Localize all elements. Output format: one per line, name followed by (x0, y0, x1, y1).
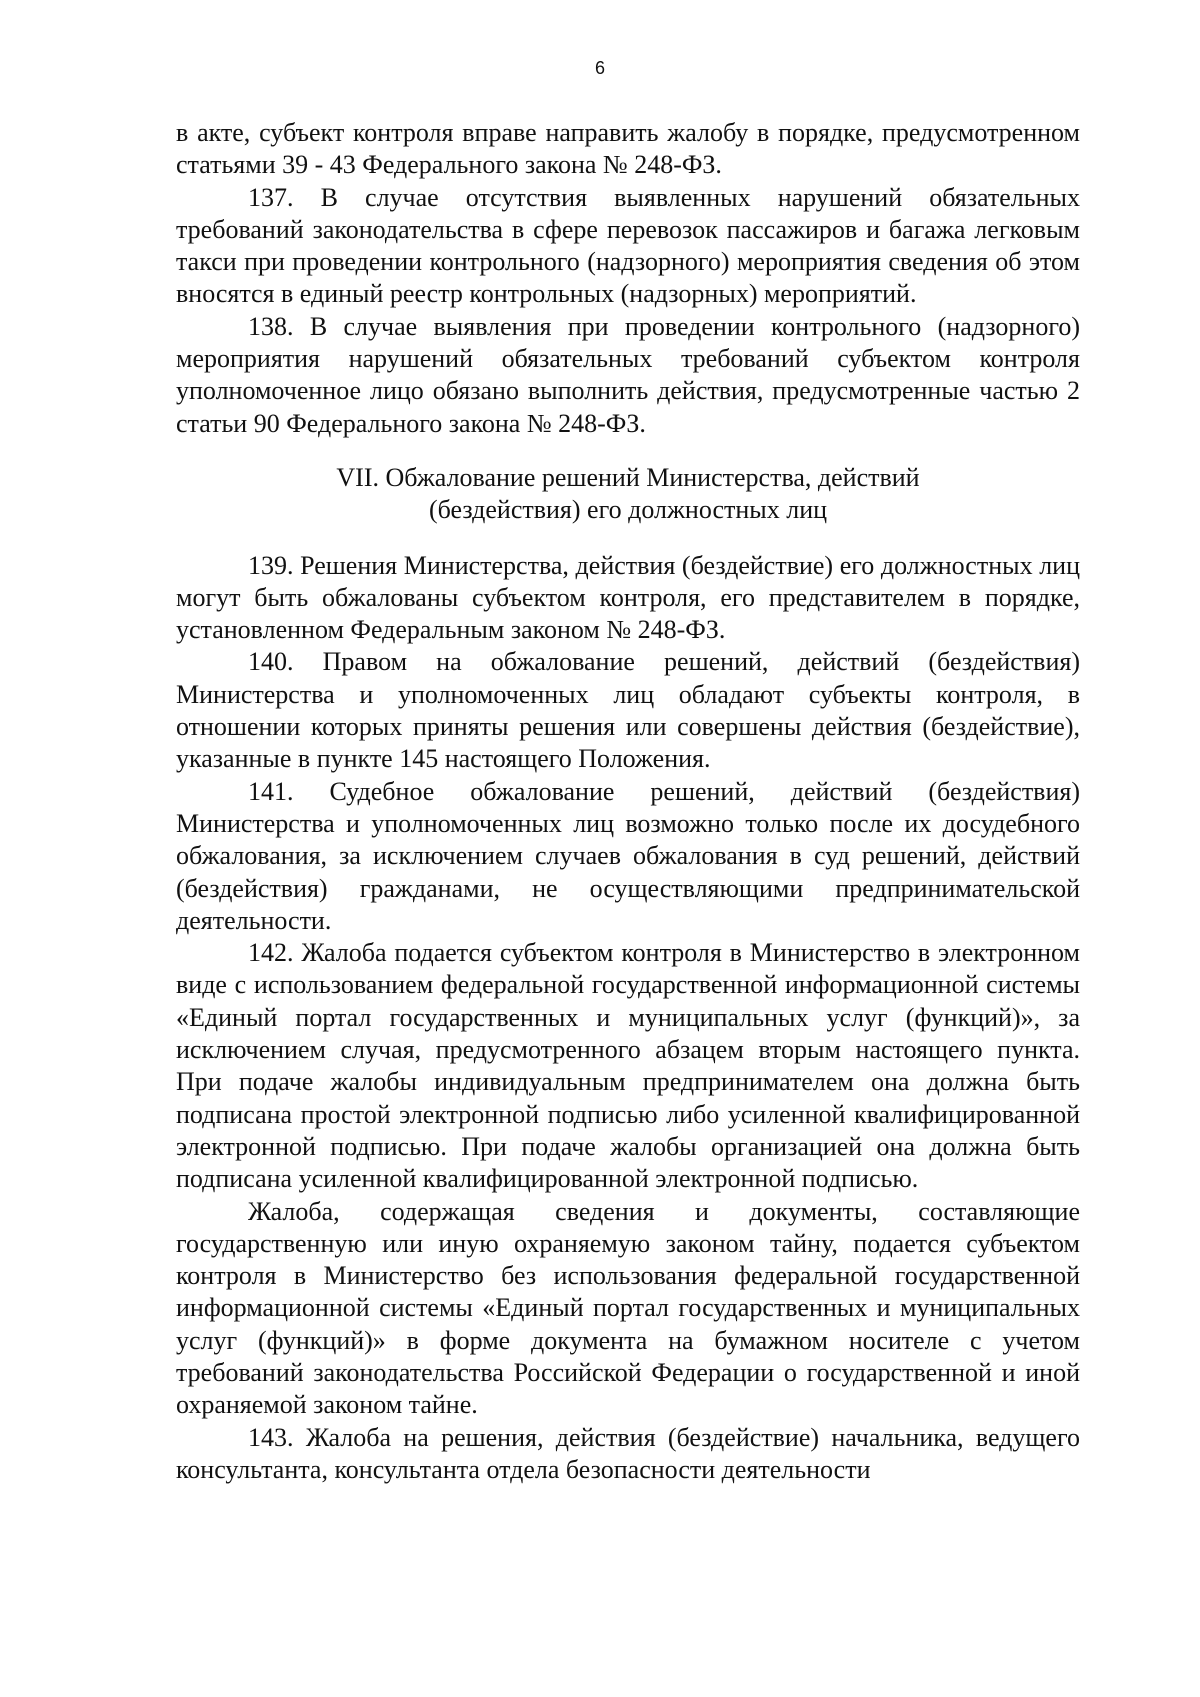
paragraph-140: 140. Правом на обжалование решений, действий (бездействия) Министерства и уполномоченных лиц обладают субъекты контроля, в отношении которых приняты решения или совершены действия (бездействие), указанные в пункте 145 настоящего Положения. (176, 647, 1080, 774)
paragraph-142-second-subparagraph: Жалоба, содержащая сведения и документы, составляющие государственную или иную охраняемую законом тайну, подается субъектом контроля в Министерство без использования федеральной государственной информационной системы «Единый портал государственных и муниципальных услуг (функций)» в форме документа на бумажном носителе с учетом требований законодательства Российской Федерации о государственной и иной охраняемой законом тайне. (176, 1196, 1080, 1420)
paragraph-138: 138. В случае выявления при проведении контрольного (надзорного) мероприятия нарушений обязательных требований субъектом контроля уполномоченное лицо обязано выполнить действия, предусмотренные частью 2 статьи 90 Федерального закона № 248-ФЗ. (176, 311, 1080, 438)
paragraph-141: 141. Судебное обжалование решений, действий (бездействия) Министерства и уполномоченных лиц возможно только после их досудебного обжалования, за исключением случаев обжалования в суд решений, действий (бездействия) гражданами, не осуществляющими предпринимательской деятельности. (176, 776, 1080, 935)
paragraph-continuation: в акте, субъект контроля вправе направить жалобу в порядке, предусмотренном статьями 39 - 43 Федерального закона № 248-ФЗ. (176, 118, 1080, 180)
paragraph-137: 137. В случае отсутствия выявленных нарушений обязательных требований законодательства в сфере перевозок пассажиров и багажа легковым такси при проведении контрольного (надзорного) мероприятия сведения об этом вносятся в единый реестр контрольных (надзорных) мероприятий. (176, 182, 1080, 309)
paragraph-139: 139. Решения Министерства, действия (бездействие) его должностных лиц могут быть обжалованы субъектом контроля, его представителем в порядке, установленном Федеральным законом № 248-ФЗ. (176, 550, 1080, 645)
paragraph-143: 143. Жалоба на решения, действия (бездействие) начальника, ведущего консультанта, консультанта отдела безопасности деятельности (176, 1422, 1080, 1484)
section-heading-line-2: (бездействия) его должностных лиц (428, 495, 828, 525)
document-body (176, 117, 1080, 1486)
section-heading-line-1: VII. Обжалование решений Министерства, действий (336, 462, 920, 492)
page-number: 6 (594, 58, 605, 78)
section-heading (176, 462, 1080, 527)
paragraph-142: 142. Жалоба подается субъектом контроля в Министерство в электронном виде с использованием федеральной государственной информационной системы «Единый портал государственных и муниципальных услуг (функций)», за исключением случая, предусмотренного абзацем вторым настоящего пункта. При подаче жалобы индивидуальным предпринимателем она должна быть подписана простой электронной подписью либо усиленной квалифицированной электронной подписью. При подаче жалобы организацией она должна быть подписана усиленной квалифицированной электронной подписью. (176, 938, 1080, 1194)
